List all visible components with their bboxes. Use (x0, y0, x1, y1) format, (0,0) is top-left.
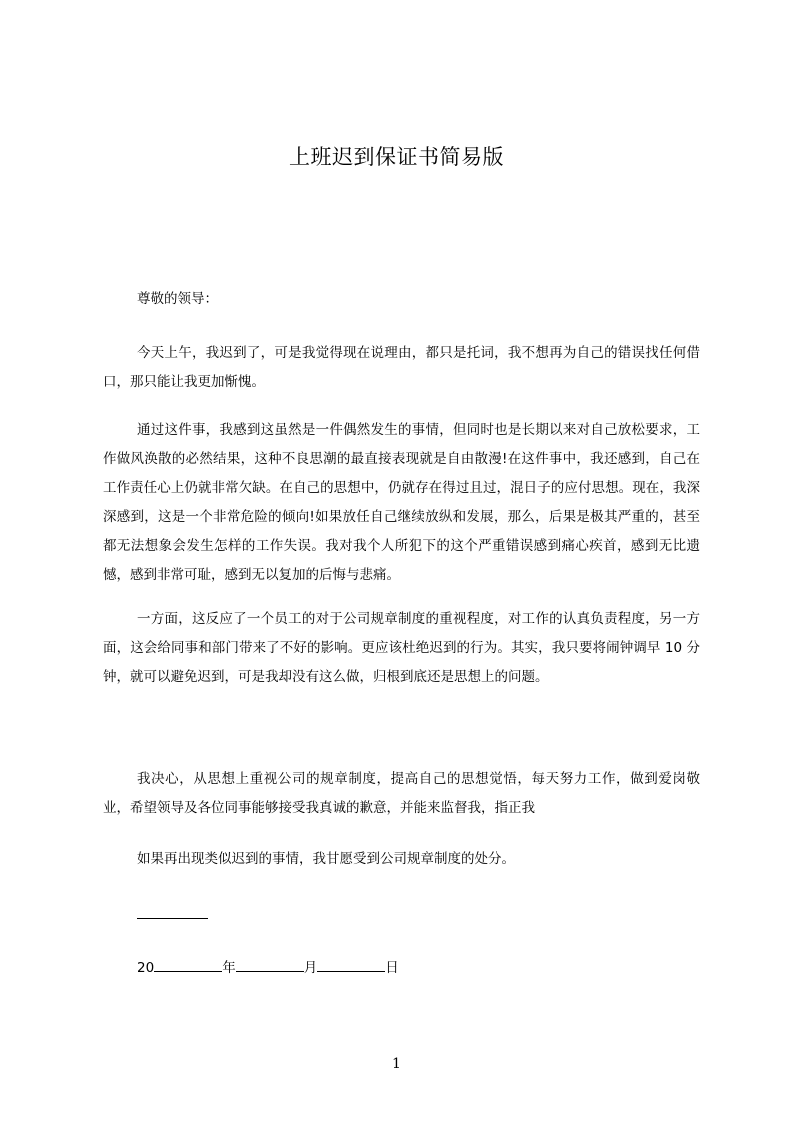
date-year-label: 年 (222, 960, 236, 976)
paragraph-2: 通过这件事，我感到这虽然是一件偶然发生的事情，但同时也是长期以来对自己放松要求，工作做风涣散的必然结果，这种不良思潮的最直接表现就是自由散漫!在这件事中，我还感到，自己在工作责任心上仍就非常欠缺。在自己的思想中，仍就存在得过且过，混日子的应付思想。现在，我深深感到，这是一个非常危险的倾向!如果放任自己继续放纵和发展，那么，后果是极其严重的，甚至都无法想象会发生怎样的工作失误。我对我个人所犯下的这个严重错误感到痛心疾首，感到无比遗憾，感到非常可耻，感到无以复加的后悔与悲痛。 (103, 422, 700, 583)
date-line (137, 956, 399, 980)
year-blank (154, 956, 222, 972)
signature-blank (137, 904, 208, 919)
paragraph-4: 我决心，从思想上重视公司的规章制度，提高自己的思想觉悟，每天努力工作，做到爱岗敬业，希望领导及各位同事能够接受我真诚的歉意，并能来监督我，指正我 (103, 771, 700, 816)
day-blank (317, 956, 385, 972)
page-number: 1 (392, 1056, 401, 1072)
salutation: 尊敬的领导： (137, 291, 218, 307)
paragraph-1: 今天上午，我迟到了，可是我觉得现在说理由，都只是托词，我不想再为自己的错误找任何借口，那只能让我更加惭愧。 (103, 345, 700, 390)
date-day-label: 日 (385, 960, 399, 976)
date-month-label: 月 (303, 960, 318, 976)
paragraph-3: 一方面，这反应了一个员工的对于公司规章制度的重视程度，对工作的认真负责程度，另一方面，这会给同事和部门带来了不好的影响。更应该杜绝迟到的行为。其实，我只要将闹钟调早 10 分钟，就可以避免迟到，可是我却没有这么做，归根到底还是思想上的问题。 (103, 611, 700, 685)
date-year-prefix: 20 (137, 960, 155, 976)
month-blank (236, 956, 304, 972)
document-title: 上班迟到保证书简易版 (289, 145, 504, 169)
signature-line (137, 904, 208, 925)
paragraph-5: 如果再出现类似迟到的事情，我甘愿受到公司规章制度的处分。 (137, 851, 515, 867)
